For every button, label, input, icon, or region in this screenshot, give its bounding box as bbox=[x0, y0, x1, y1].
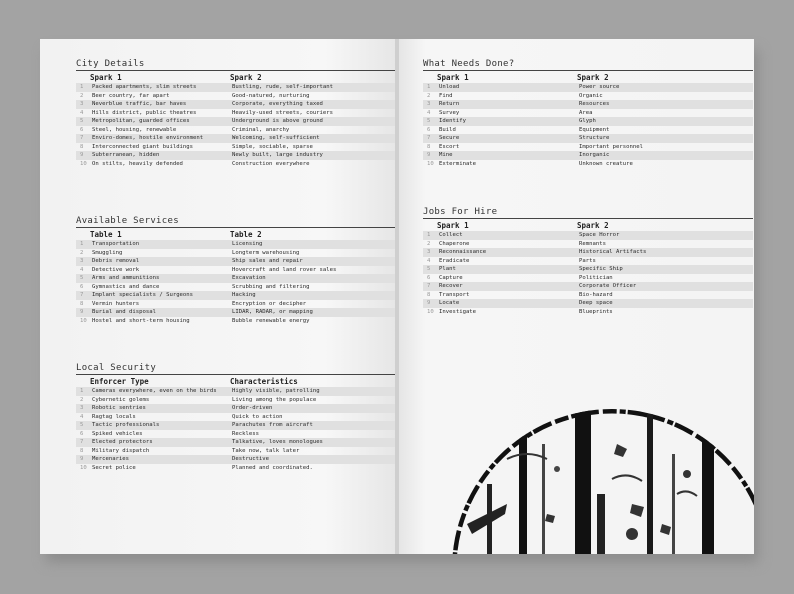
table-cell: Simple, sociable, sparse bbox=[232, 143, 313, 150]
table-cell: Chaperone bbox=[439, 240, 470, 247]
table-row bbox=[76, 396, 397, 405]
table-row bbox=[76, 109, 397, 118]
row-number: 1 bbox=[423, 83, 437, 92]
table-row bbox=[76, 430, 397, 439]
table-cell: Burial and disposal bbox=[90, 308, 230, 317]
row-number: 10 bbox=[427, 160, 434, 167]
table-cell: Reconnaissance bbox=[437, 248, 577, 257]
table-cell: Implant specialists / Surgeons bbox=[90, 291, 230, 300]
table-cell: Area bbox=[579, 109, 593, 116]
table-cell: Structure bbox=[577, 134, 753, 143]
available-services-table bbox=[76, 230, 397, 325]
table-cell: Enviro-domes, hostile environment bbox=[90, 134, 230, 143]
table-cell: Corporate, everything taxed bbox=[230, 100, 397, 109]
row-number: 1 bbox=[76, 387, 90, 396]
table-cell: Gymnastics and dance bbox=[92, 283, 160, 290]
table-cell: Spiked vehicles bbox=[92, 430, 143, 437]
table-cell: Unknown creature bbox=[579, 160, 633, 167]
column-header: Enforcer Type bbox=[90, 377, 149, 386]
column-header: Spark 2 bbox=[577, 221, 609, 230]
table-row bbox=[76, 421, 397, 430]
table-cell: Parachutes from aircraft bbox=[230, 421, 397, 430]
table-row bbox=[76, 134, 397, 143]
table-cell: Corporate Officer bbox=[577, 282, 753, 291]
table-cell: Steel, housing, renewable bbox=[92, 126, 177, 133]
section-title: Available Services bbox=[76, 216, 397, 228]
table-cell: Arms and ammunitions bbox=[90, 274, 230, 283]
table-row bbox=[76, 151, 397, 160]
table-cell: Bio-hazard bbox=[579, 291, 613, 298]
row-number: 7 bbox=[76, 291, 90, 300]
table-row bbox=[423, 134, 753, 143]
table-cell: Space Horror bbox=[577, 231, 753, 240]
table-cell: Military dispatch bbox=[92, 447, 150, 454]
table-row bbox=[76, 117, 397, 126]
table-cell: Mine bbox=[437, 151, 577, 160]
table-row bbox=[423, 299, 753, 308]
row-number: 3 bbox=[76, 404, 90, 413]
table-cell: Plant bbox=[437, 265, 577, 274]
table-cell: Packed apartments, slim streets bbox=[90, 83, 230, 92]
row-number: 1 bbox=[423, 231, 437, 240]
table-row bbox=[76, 404, 397, 413]
table-cell: Eradicate bbox=[439, 257, 470, 264]
jobs-for-hire-table bbox=[423, 221, 753, 316]
table-cell: Heavily-used streets, couriers bbox=[232, 109, 334, 116]
available-services-section bbox=[76, 216, 397, 325]
row-number: 3 bbox=[423, 248, 437, 257]
table-cell: Secret police bbox=[92, 464, 136, 471]
row-number: 9 bbox=[76, 455, 90, 464]
table-row bbox=[76, 100, 397, 109]
local-security-section bbox=[76, 363, 397, 472]
table-cell: Hills district, public theatres bbox=[92, 109, 197, 116]
table-row bbox=[76, 447, 397, 456]
section-title: City Details bbox=[76, 59, 397, 71]
row-number: 2 bbox=[80, 249, 84, 256]
table-cell: Destructive bbox=[230, 455, 397, 464]
table-cell: Blueprints bbox=[579, 308, 613, 315]
table-row bbox=[76, 266, 397, 275]
table-cell: Bustling, rude, self-important bbox=[230, 83, 397, 92]
table-cell: Cybernetic golems bbox=[92, 396, 150, 403]
jobs-for-hire-section bbox=[423, 207, 753, 316]
table-cell: Elected protectors bbox=[90, 438, 230, 447]
table-cell: Mercenaries bbox=[90, 455, 230, 464]
table-cell: Secure bbox=[437, 134, 577, 143]
table-cell: Newly built, large industry bbox=[230, 151, 397, 160]
local-security-table bbox=[76, 377, 397, 472]
table-row bbox=[423, 308, 753, 317]
table-cell: Detective work bbox=[92, 266, 140, 273]
table-cell: Transport bbox=[439, 291, 470, 298]
row-number: 3 bbox=[76, 100, 90, 109]
row-number: 8 bbox=[427, 143, 431, 150]
row-number: 3 bbox=[423, 100, 437, 109]
table-row bbox=[76, 126, 397, 135]
row-number: 3 bbox=[76, 257, 90, 266]
table-row bbox=[423, 160, 753, 169]
table-row bbox=[423, 282, 753, 291]
table-row bbox=[76, 257, 397, 266]
row-number: 6 bbox=[427, 274, 431, 281]
row-number: 5 bbox=[423, 265, 437, 274]
table-row bbox=[76, 143, 397, 152]
table-cell: Longterm warehousing bbox=[232, 249, 300, 256]
what-needs-done-table bbox=[423, 73, 753, 168]
table-cell: Bubble renewable energy bbox=[232, 317, 310, 324]
table-row bbox=[76, 249, 397, 258]
row-number: 9 bbox=[423, 299, 437, 308]
table-cell: Parts bbox=[579, 257, 596, 264]
table-cell: Good-natured, nurturing bbox=[232, 92, 310, 99]
table-cell: Metropolitan, guarded offices bbox=[90, 117, 230, 126]
table-row bbox=[423, 100, 753, 109]
city-details-table bbox=[76, 73, 397, 168]
row-number: 6 bbox=[80, 126, 84, 133]
book-gutter bbox=[395, 39, 399, 554]
table-row bbox=[76, 291, 397, 300]
table-cell: Remnants bbox=[579, 240, 606, 247]
row-number: 10 bbox=[80, 160, 87, 167]
table-cell: Investigate bbox=[439, 308, 477, 315]
table-row bbox=[423, 274, 753, 283]
row-number: 4 bbox=[80, 109, 84, 116]
row-number: 8 bbox=[427, 291, 431, 298]
table-row bbox=[423, 257, 753, 266]
section-title: Local Security bbox=[76, 363, 397, 375]
table-row bbox=[423, 83, 753, 92]
table-row bbox=[423, 151, 753, 160]
row-number: 9 bbox=[76, 151, 90, 160]
row-number: 10 bbox=[80, 464, 87, 471]
column-header: Table 1 bbox=[90, 230, 122, 239]
table-cell: Inorganic bbox=[577, 151, 753, 160]
table-cell: Historical Artifacts bbox=[577, 248, 753, 257]
table-row bbox=[76, 160, 397, 169]
table-cell: Take now, talk later bbox=[232, 447, 300, 454]
table-cell: Build bbox=[439, 126, 456, 133]
table-cell: Robotic sentries bbox=[90, 404, 230, 413]
column-header: Spark 1 bbox=[437, 221, 469, 230]
table-cell: Politician bbox=[579, 274, 613, 281]
table-cell: Organic bbox=[579, 92, 603, 99]
table-cell: Subterranean, hidden bbox=[90, 151, 230, 160]
row-number: 4 bbox=[427, 109, 431, 116]
table-cell: Living among the populace bbox=[232, 396, 317, 403]
row-number: 10 bbox=[427, 308, 434, 315]
table-cell: Deep space bbox=[577, 299, 753, 308]
table-row bbox=[423, 117, 753, 126]
table-cell: Reckless bbox=[232, 430, 259, 437]
section-title: Jobs For Hire bbox=[423, 207, 753, 219]
column-header: Spark 1 bbox=[90, 73, 122, 82]
row-number: 8 bbox=[80, 143, 84, 150]
table-row bbox=[423, 240, 753, 249]
table-cell: Exterminate bbox=[439, 160, 477, 167]
table-cell: Recover bbox=[437, 282, 577, 291]
table-cell: Licensing bbox=[230, 240, 397, 249]
table-cell: Hacking bbox=[230, 291, 397, 300]
table-cell: LIDAR, RADAR, or mapping bbox=[230, 308, 397, 317]
table-cell: Excavation bbox=[230, 274, 397, 283]
section-title: What Needs Done? bbox=[423, 59, 753, 71]
row-number: 2 bbox=[80, 92, 84, 99]
table-cell: Hovercraft and land rover sales bbox=[232, 266, 337, 273]
table-cell: Unload bbox=[437, 83, 577, 92]
table-cell: Survey bbox=[439, 109, 460, 116]
table-cell: Ragtag locals bbox=[92, 413, 136, 420]
row-number: 9 bbox=[76, 308, 90, 317]
row-number: 4 bbox=[80, 413, 84, 420]
table-cell: Construction everywhere bbox=[232, 160, 310, 167]
table-row bbox=[423, 248, 753, 257]
row-number: 6 bbox=[80, 430, 84, 437]
column-header: Spark 1 bbox=[437, 73, 469, 82]
table-cell: Transportation bbox=[90, 240, 230, 249]
row-number: 5 bbox=[423, 117, 437, 126]
row-number: 5 bbox=[76, 421, 90, 430]
table-cell: Planned and coordinated. bbox=[232, 464, 313, 471]
table-row bbox=[423, 143, 753, 152]
row-number: 7 bbox=[76, 134, 90, 143]
table-cell: Ship sales and repair bbox=[230, 257, 397, 266]
table-cell: Smuggling bbox=[92, 249, 123, 256]
table-row bbox=[76, 283, 397, 292]
column-header: Table 2 bbox=[230, 230, 262, 239]
table-cell: Hostel and short-term housing bbox=[92, 317, 190, 324]
column-header: Spark 2 bbox=[577, 73, 609, 82]
table-row bbox=[423, 231, 753, 240]
table-cell: Interconnected giant buildings bbox=[92, 143, 194, 150]
table-cell: Encryption or decipher bbox=[232, 300, 307, 307]
row-number: 2 bbox=[80, 396, 84, 403]
row-number: 7 bbox=[76, 438, 90, 447]
table-row bbox=[76, 83, 397, 92]
table-row bbox=[76, 455, 397, 464]
city-details-section bbox=[76, 59, 397, 168]
table-cell: Quick to action bbox=[232, 413, 283, 420]
table-cell: Highly visible, patrolling bbox=[230, 387, 397, 396]
table-cell: Underground is above ground bbox=[230, 117, 397, 126]
table-row bbox=[423, 109, 753, 118]
row-number: 4 bbox=[427, 257, 431, 264]
row-number: 8 bbox=[80, 447, 84, 454]
row-number: 5 bbox=[76, 117, 90, 126]
table-row bbox=[76, 300, 397, 309]
table-cell: Debris removal bbox=[90, 257, 230, 266]
column-header: Characteristics bbox=[230, 377, 298, 386]
table-cell: Equipment bbox=[579, 126, 610, 133]
table-cell: Specific Ship bbox=[577, 265, 753, 274]
planet-illustration bbox=[447, 384, 754, 554]
table-row bbox=[76, 413, 397, 422]
row-number: 8 bbox=[80, 300, 84, 307]
what-needs-done-section bbox=[423, 59, 753, 168]
column-header: Spark 2 bbox=[230, 73, 262, 82]
table-row bbox=[423, 92, 753, 101]
table-cell: Locate bbox=[437, 299, 577, 308]
row-number: 7 bbox=[423, 134, 437, 143]
table-cell: Criminal, anarchy bbox=[232, 126, 290, 133]
table-cell: Order-driven bbox=[230, 404, 397, 413]
table-cell: Cameras everywhere, even on the birds bbox=[90, 387, 230, 396]
table-row bbox=[423, 265, 753, 274]
table-cell: Identify bbox=[437, 117, 577, 126]
table-row bbox=[76, 464, 397, 473]
row-number: 10 bbox=[80, 317, 87, 324]
table-cell: Neverblue traffic, bar haves bbox=[90, 100, 230, 109]
table-row bbox=[423, 126, 753, 135]
table-cell: Glyph bbox=[577, 117, 753, 126]
table-cell: Tactic professionals bbox=[90, 421, 230, 430]
table-cell: Scrubbing and filtering bbox=[232, 283, 310, 290]
table-cell: Welcoming, self-sufficient bbox=[230, 134, 397, 143]
table-cell: Power source bbox=[577, 83, 753, 92]
row-number: 2 bbox=[427, 92, 431, 99]
table-cell: On stilts, heavily defended bbox=[92, 160, 183, 167]
table-row bbox=[76, 317, 397, 326]
row-number: 1 bbox=[76, 83, 90, 92]
row-number: 9 bbox=[423, 151, 437, 160]
row-number: 6 bbox=[80, 283, 84, 290]
table-row bbox=[76, 274, 397, 283]
table-cell: Talkative, loves monologues bbox=[230, 438, 397, 447]
table-row bbox=[76, 92, 397, 101]
table-cell: Find bbox=[439, 92, 453, 99]
row-number: 6 bbox=[427, 126, 431, 133]
table-cell: Escort bbox=[439, 143, 460, 150]
table-cell: Beer country, far apart bbox=[92, 92, 170, 99]
left-page bbox=[40, 39, 397, 554]
table-cell: Return bbox=[437, 100, 577, 109]
row-number: 4 bbox=[80, 266, 84, 273]
table-cell: Collect bbox=[437, 231, 577, 240]
row-number: 5 bbox=[76, 274, 90, 283]
row-number: 1 bbox=[76, 240, 90, 249]
table-row bbox=[76, 240, 397, 249]
table-row bbox=[76, 387, 397, 396]
table-cell: Important personnel bbox=[579, 143, 643, 150]
row-number: 2 bbox=[427, 240, 431, 247]
row-number: 7 bbox=[423, 282, 437, 291]
table-row bbox=[76, 308, 397, 317]
table-cell: Capture bbox=[439, 274, 463, 281]
table-row bbox=[76, 438, 397, 447]
right-page bbox=[397, 39, 754, 554]
table-cell: Vermin hunters bbox=[92, 300, 140, 307]
table-row bbox=[423, 291, 753, 300]
table-cell: Resources bbox=[577, 100, 753, 109]
